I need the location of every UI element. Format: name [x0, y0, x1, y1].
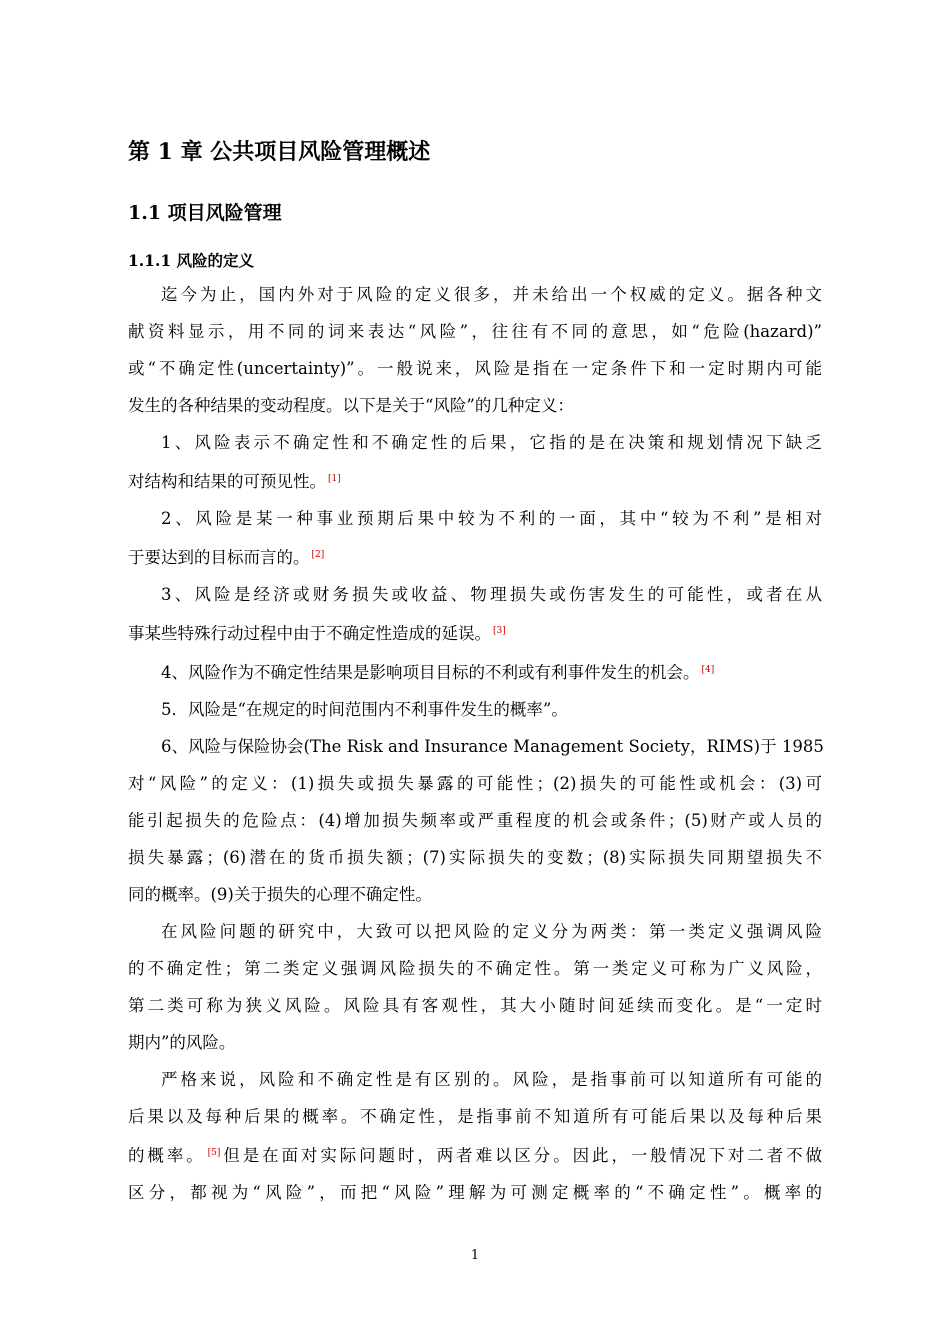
text-line: 区分，都视为“风险”，而把“风险”理解为可测定概率的“不确定性”。概率的: [128, 1183, 822, 1202]
text-line: [128, 1135, 822, 1174]
text-fragment: 的概率。: [128, 1146, 206, 1165]
text-line: 第二类可称为狭义风险。风险具有客观性，其大小随时间延续而变化。是“一定时: [128, 996, 822, 1015]
text-line: 能引起损失的危险点：(4)增加损失频率或严重程度的机会或条件；(5)财产或人员的: [128, 811, 822, 830]
paragraph-definition-4: [128, 652, 822, 691]
chapter-title: 第 1 章 公共项目风险管理概述: [128, 139, 431, 165]
text-fragment: 事某些特殊行动过程中由于不确定性造成的延误。: [128, 624, 491, 643]
text-line: 同的概率。(9)关于损失的心理不确定性。: [128, 885, 432, 904]
paragraph-risk-vs-uncertainty: [128, 1061, 822, 1211]
text-line: 损失暴露；(6)潜在的货币损失额；(7)实际损失的变数；(8)实际损失同期望损失不: [128, 848, 822, 867]
page-number: 1: [470, 1248, 480, 1263]
text-fragment: 4、风险作为不确定性结果是影响项目目标的不利或有利事件发生的机会。: [161, 663, 700, 682]
text-line: 6、风险与保险协会(The Risk and Insurance Management Society，RIMS)于 1985: [161, 737, 824, 756]
page-content: [128, 130, 822, 1211]
paragraph-classification: [128, 913, 822, 1061]
text-line: 迄今为止，国内外对于风险的定义很多，并未给出一个权威的定义。据各种文: [161, 285, 822, 304]
text-line: 后果以及每种后果的概率。不确定性，是指事前不知道所有可能后果以及每种后果: [128, 1107, 822, 1126]
citation-ref[interactable]: [1]: [328, 474, 341, 484]
text-line: [128, 461, 822, 500]
section-title: 1.1 项目风险管理: [128, 202, 282, 224]
citation-ref[interactable]: [5]: [207, 1148, 221, 1158]
paragraph-definition-3: [128, 576, 822, 652]
paragraph-definition-2: [128, 500, 822, 576]
paragraph-definition-6: [128, 728, 822, 913]
text-line: [128, 652, 822, 691]
text-line: 对“风险”的定义：(1)损失或损失暴露的可能性；(2)损失的可能性或机会：(3)可: [128, 774, 822, 793]
text-line: 5．风险是“在规定的时间范围内不利事件发生的概率”。: [161, 700, 568, 719]
citation-ref[interactable]: [3]: [493, 626, 506, 636]
citation-ref[interactable]: [2]: [311, 550, 325, 560]
text-line: 发生的各种结果的变动程度。以下是关于“风险”的几种定义：: [128, 396, 574, 415]
text-fragment: 于要达到的目标而言的。: [128, 548, 310, 567]
text-fragment: 但是在面对实际问题时，两者难以区分。因此，一般情况下对二者不做: [220, 1146, 823, 1165]
text-line: 3、风险是经济或财务损失或收益、物理损失或伤害发生的可能性，或者在从: [161, 585, 822, 604]
text-line: [128, 613, 822, 652]
text-line: 1、风险表示不确定性和不确定性的后果，它指的是在决策和规划情况下缺乏: [161, 433, 822, 452]
text-line: 严格来说，风险和不确定性是有区别的。风险，是指事前可以知道所有可能的: [161, 1070, 822, 1089]
text-line: 期内”的风险。: [128, 1033, 236, 1052]
text-line: 的不确定性；第二类定义强调风险损失的不确定性。第一类定义可称为广义风险，: [128, 959, 822, 978]
text-line: [128, 537, 822, 576]
paragraph-definition-1: [128, 424, 822, 500]
text-line: 献资料显示，用不同的词来表达“风险”，往往有不同的意思，如“危险(hazard)”: [128, 322, 822, 341]
text-fragment: 对结构和结果的可预见性。: [128, 472, 326, 491]
subsection-title: 1.1.1 风险的定义: [128, 251, 255, 270]
text-line: 在风险问题的研究中，大致可以把风险的定义分为两类：第一类定义强调风险: [161, 922, 822, 941]
paragraph-intro: [128, 276, 822, 424]
paragraph-definition-5: [128, 691, 822, 728]
citation-ref[interactable]: [4]: [701, 665, 715, 675]
text-line: 或“不确定性(uncertainty)”。一般说来，风险是指在一定条件下和一定时期内可能: [128, 359, 822, 378]
text-line: 2、风险是某一种事业预期后果中较为不利的一面，其中“较为不利”是相对: [161, 509, 822, 528]
